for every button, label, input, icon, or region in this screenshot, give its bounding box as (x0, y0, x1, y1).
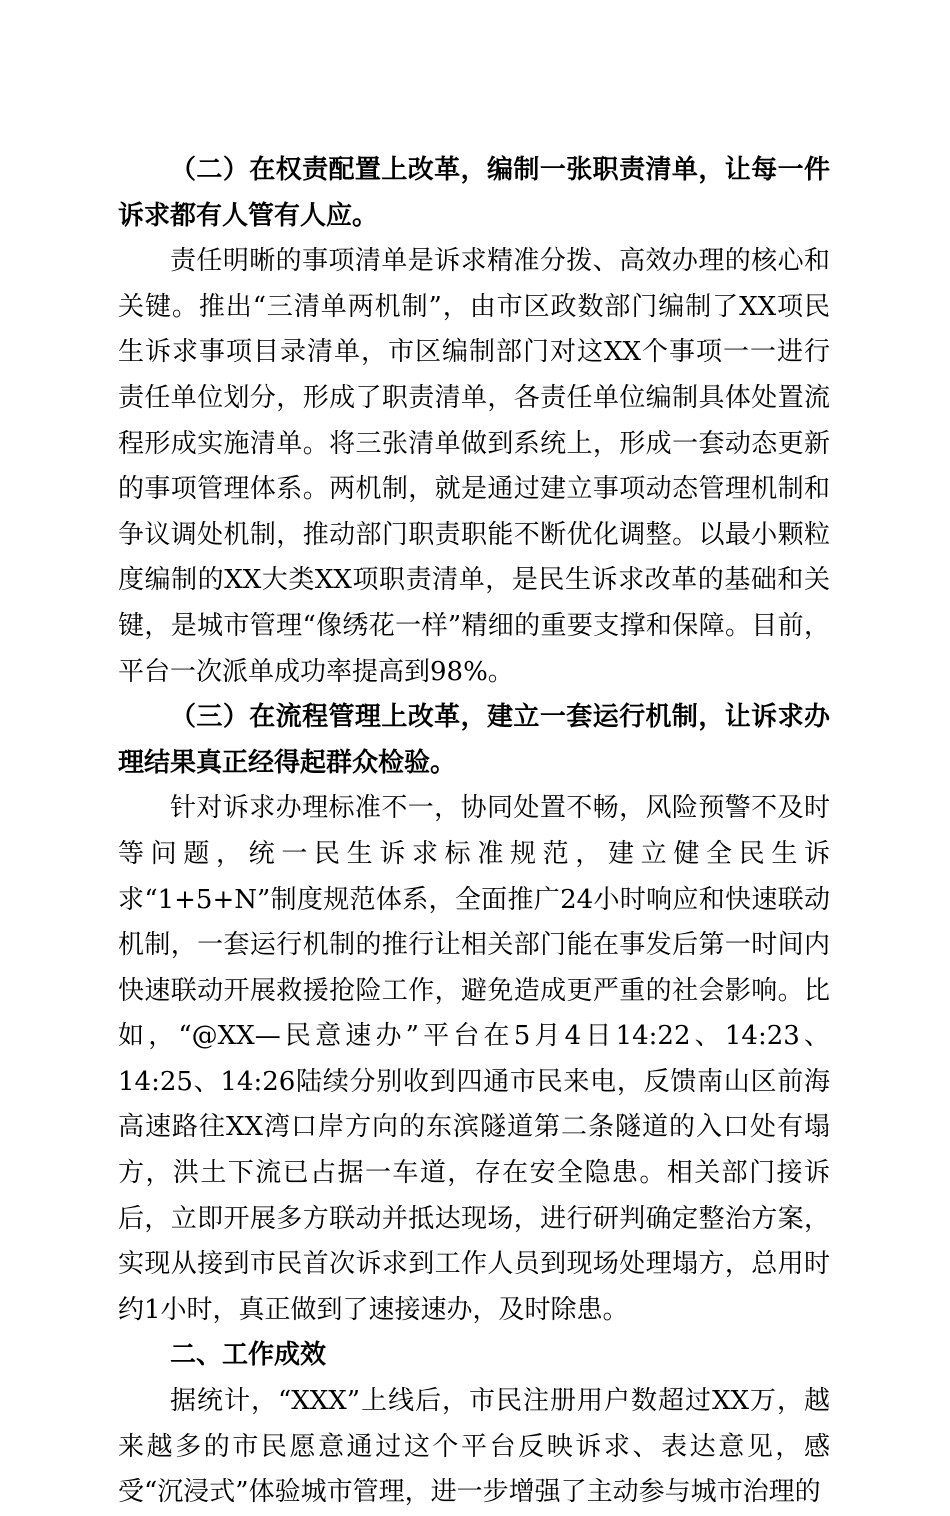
document-page (118, 148, 830, 1516)
section-title-results: 二、工作成效 (170, 1340, 327, 1371)
subsection-heading-3: （三）在流程管理上改革，建立一套运行机制，让诉求办理结果真正经得起群众检验。 (118, 702, 830, 778)
body-paragraph-2: 针对诉求办理标准不一，协同处置不畅，风险预警不及时等问题，统一民生诉求标准规范，建立健全民生诉求“1+5+N”制度规范体系，全面推广24小时响应和快速联动机制，一套运行机制的推行让相关部门能在事发后第一时间内快速联动开展救援抢险工作，避免造成更严重的社会影响。比如，“@XX—民意速办”平台在5月4日14:22、14:23、14:25、14:26陆续分别收到四通市民来电，反馈南山区前海高速路往XX湾口岸方向的东滨隧道第二条隧道的入口处有塌方，洪土下流已占据一车道，存在安全隐患。相关部门接诉后，立即开展多方联动并抵达现场，进行研判确定整治方案，实现从接到市民首次诉求到工作人员到现场处理塌方，总用时约1小时，真正做到了速接速办，及时除患。 (118, 793, 830, 1325)
subsection-heading-2: （二）在权责配置上改革，编制一张职责清单，让每一件诉求都有人管有人应。 (118, 155, 830, 231)
body-paragraph-1: 责任明晰的事项清单是诉求精准分拨、高效办理的核心和关键。推出“三清单两机制”，由市区政数部门编制了XX项民生诉求事项目录清单，市区编制部门对这XX个事项一一进行责任单位划分，形成了职责清单，各责任单位编制具体处置流程形成实施清单。将三张清单做到系统上，形成一套动态更新的事项管理体系。两机制，就是通过建立事项动态管理机制和争议调处机制，推动部门职责职能不断优化调整。以最小颗粒度编制的XX大类XX项职责清单，是民生诉求改革的基础和关键，是城市管理“像绣花一样”精细的重要支撑和保障。目前，平台一次派单成功率提高到98%。 (118, 246, 830, 687)
body-paragraph-3: 据统计，“XXX”上线后，市民注册用户数超过XX万，越来越多的市民愿意通过这个平台反映诉求、表达意见，感受“沉浸式”体验城市管理，进一步增强了主动参与城市治理的 (118, 1386, 830, 1508)
